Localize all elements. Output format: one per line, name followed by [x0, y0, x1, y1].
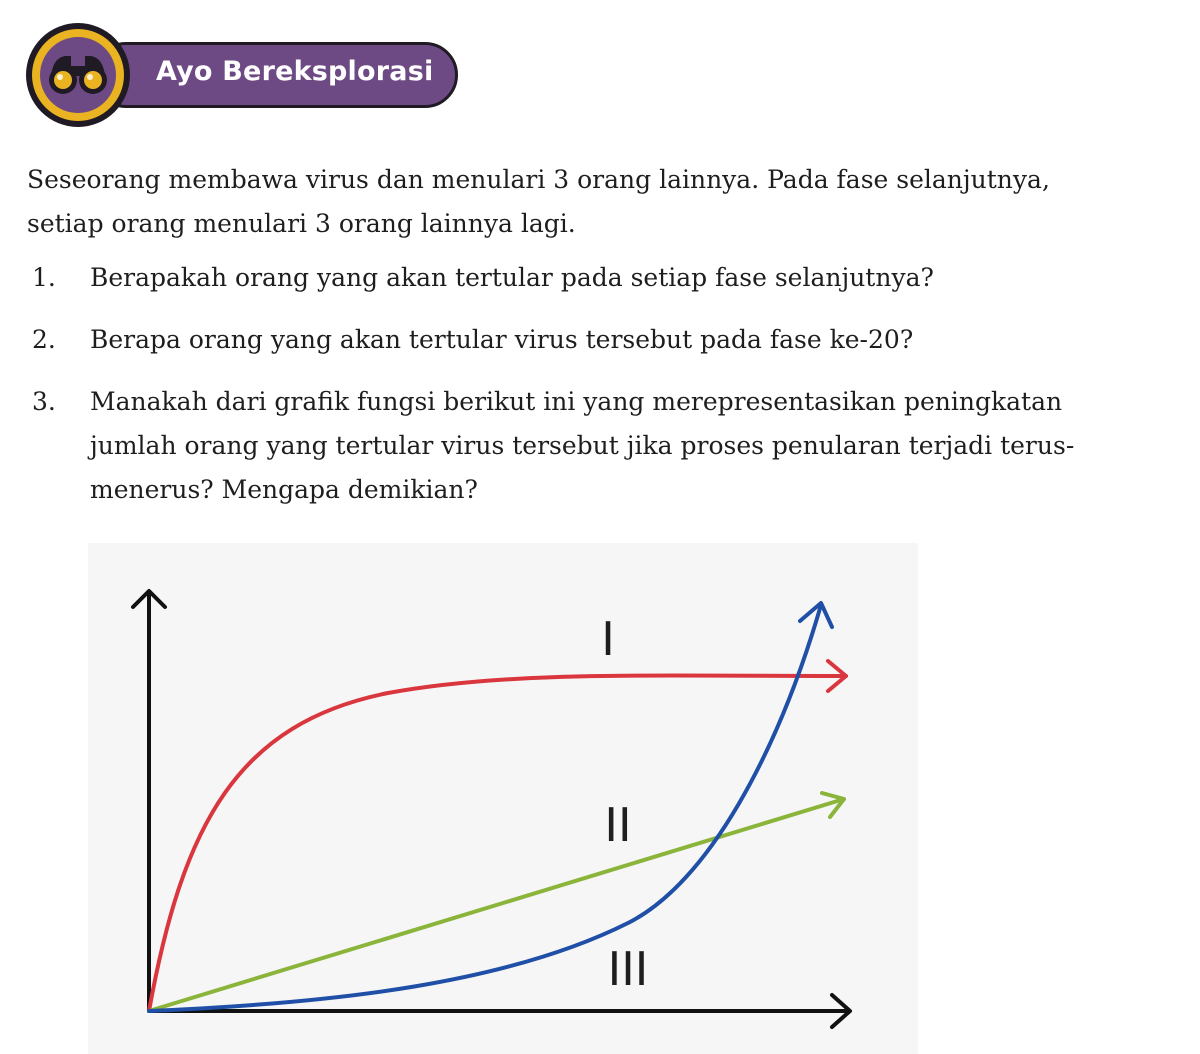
question-text	[90, 380, 1187, 512]
question-line: menerus? Mengapa demikian?	[90, 475, 478, 504]
series-3-curve	[149, 605, 821, 1011]
series-1-curve	[149, 676, 846, 1011]
intro-line: setiap orang menulari 3 orang lainnya lagi.	[27, 209, 576, 238]
question-number: 1.	[32, 263, 56, 292]
question-line: jumlah orang yang tertular virus tersebut jika proses penularan terjadi terus-	[90, 431, 1075, 460]
series-label-ii: II	[604, 798, 632, 852]
question-item	[27, 380, 1187, 512]
binoculars-icon	[23, 20, 133, 130]
question-line: Manakah dari grafik fungsi berikut ini yang merepresentasikan peningkatan	[90, 387, 1063, 416]
series-3-line	[149, 603, 832, 1011]
section-title: Ayo Bereksplorasi	[156, 56, 434, 87]
question-text	[90, 318, 1187, 362]
series-1-line	[149, 661, 846, 1011]
question-line: Berapakah orang yang akan tertular pada setiap fase selanjutnya?	[90, 263, 934, 292]
series-2-line	[149, 793, 844, 1011]
intro-paragraph	[27, 158, 1177, 246]
question-number: 3.	[32, 387, 56, 416]
question-text	[90, 256, 1187, 300]
chart-axes	[133, 591, 850, 1027]
question-list	[27, 256, 1187, 512]
intro-line: Seseorang membawa virus dan menulari 3 orang lainnya. Pada fase selanjutnya,	[27, 165, 1050, 194]
series-label-i: I	[601, 612, 615, 666]
section-badge	[23, 20, 463, 130]
growth-chart	[88, 543, 918, 1054]
series-2-curve	[149, 799, 844, 1011]
question-item	[27, 318, 1187, 362]
question-number: 2.	[32, 325, 56, 354]
question-line: Berapa orang yang akan tertular virus tersebut pada fase ke-20?	[90, 325, 914, 354]
growth-chart-svg	[88, 543, 918, 1054]
series-label-iii: III	[607, 942, 649, 996]
question-item	[27, 256, 1187, 300]
